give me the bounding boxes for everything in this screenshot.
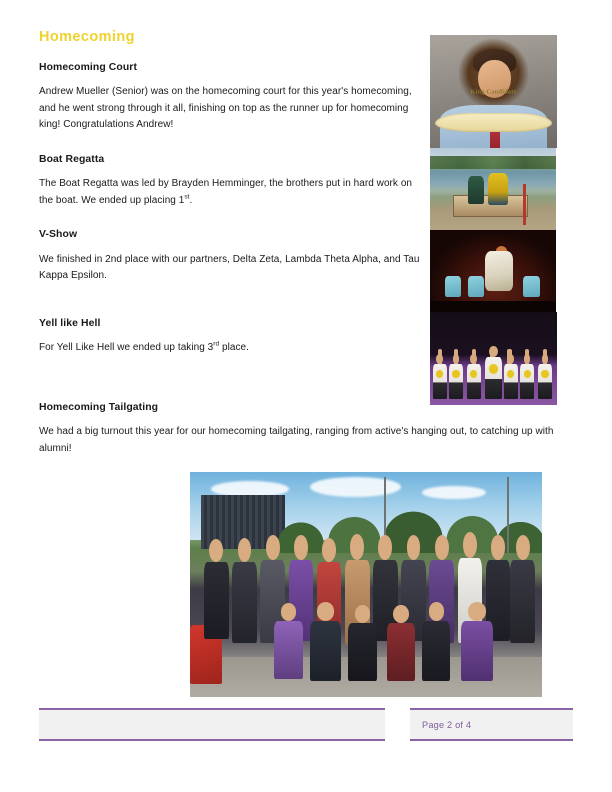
boat-regatta-image [430,148,556,230]
section-heading-homecoming-tailgating: Homecoming Tailgating [39,402,159,413]
stage-dancer-1 [445,276,461,297]
stage-lead-performer [485,251,513,290]
yell-person [449,364,463,400]
group-person [204,562,229,639]
group-person-front [274,621,302,680]
tailgating-block [39,402,573,457]
king-candidate-banner-text: King Candidate [470,88,517,95]
yell-ordinal-suffix: rd [213,341,220,349]
yell-person [467,364,481,400]
section-body-homecoming-tailgating: We had a big turnout this year for our homecoming tailgating, ranging from active's hanging out, to catching up with alumni! [39,426,554,454]
section-body-v-show: We finished in 2nd place with our partners, Delta Zeta, Lambda Theta Alpha, and Tau Kappa Epsilon. [39,253,420,282]
group-person-front [461,621,493,682]
boat-regatta-text-post: . [189,194,193,206]
yell-shirt-logo [452,370,459,378]
yell-like-hell-image [430,312,557,405]
boat-person-left [468,176,484,204]
group-cloud [422,486,485,500]
page-title: Homecoming [39,29,135,45]
yell-person [520,364,534,400]
boat-person-right [488,173,508,206]
group-person-front [348,623,376,682]
stage-dancer-3 [523,276,539,297]
footer-right-box [410,708,573,741]
section-body-yell-like-hell [39,340,421,357]
page-number: Page 2 of 4 [422,719,472,730]
group-person-front [310,621,342,682]
group-light-pole [507,477,509,554]
homecoming-tailgating-image [190,472,542,697]
section-body-homecoming-court: Andrew Mueller (Senior) was on the homecoming court for this year's homecoming, and he went strong through it all, finishing on top as the runner up for homecoming king! Congratulations Andrew! [39,86,412,131]
group-person-front [387,623,415,682]
yell-person [538,364,552,400]
section-heading-boat-regatta: Boat Regatta [39,153,105,165]
boat-regatta-text-pre: The Boat Regatta was led by Brayden Hemminger, the brothers put in hard work on the boat. We ended up placing 1 [39,178,413,206]
group-cloud [310,477,402,497]
group-person [510,560,535,643]
yell-shirt-logo [524,370,531,378]
king-candidate-banner [435,113,552,132]
section-heading-yell-like-hell: Yell like Hell [39,317,101,329]
yell-person-front [485,357,503,400]
yell-text-pre: For Yell Like Hell we ended up taking 3 [39,342,214,354]
v-show-image [430,230,556,312]
homecoming-court-portrait-image [430,35,557,148]
yell-shirt-logo [436,370,443,378]
yell-shirt-logo [541,370,548,378]
group-person [232,562,257,643]
boat-oar [523,184,526,225]
yell-person [504,364,518,400]
yell-shirt-logo [470,370,477,378]
spacer [39,299,421,318]
yell-person [433,364,447,400]
photo-column [430,35,557,405]
boat-treeline [430,156,556,169]
section-heading-v-show: V-Show [39,229,78,241]
yell-shirt-logo [507,370,514,378]
main-text-column [39,30,421,371]
boat-regatta-ordinal-suffix: st [184,193,190,201]
group-person-front [422,621,450,682]
footer-left-box [39,708,385,741]
section-body-boat-regatta [39,176,421,209]
section-heading-homecoming-court: Homecoming Court [39,61,138,73]
yell-shirt-logo [489,364,498,373]
yell-text-post: place. [219,342,250,354]
yell-crowd [430,342,557,400]
stage-dancer-2 [468,276,484,297]
stage-floor [430,301,556,312]
